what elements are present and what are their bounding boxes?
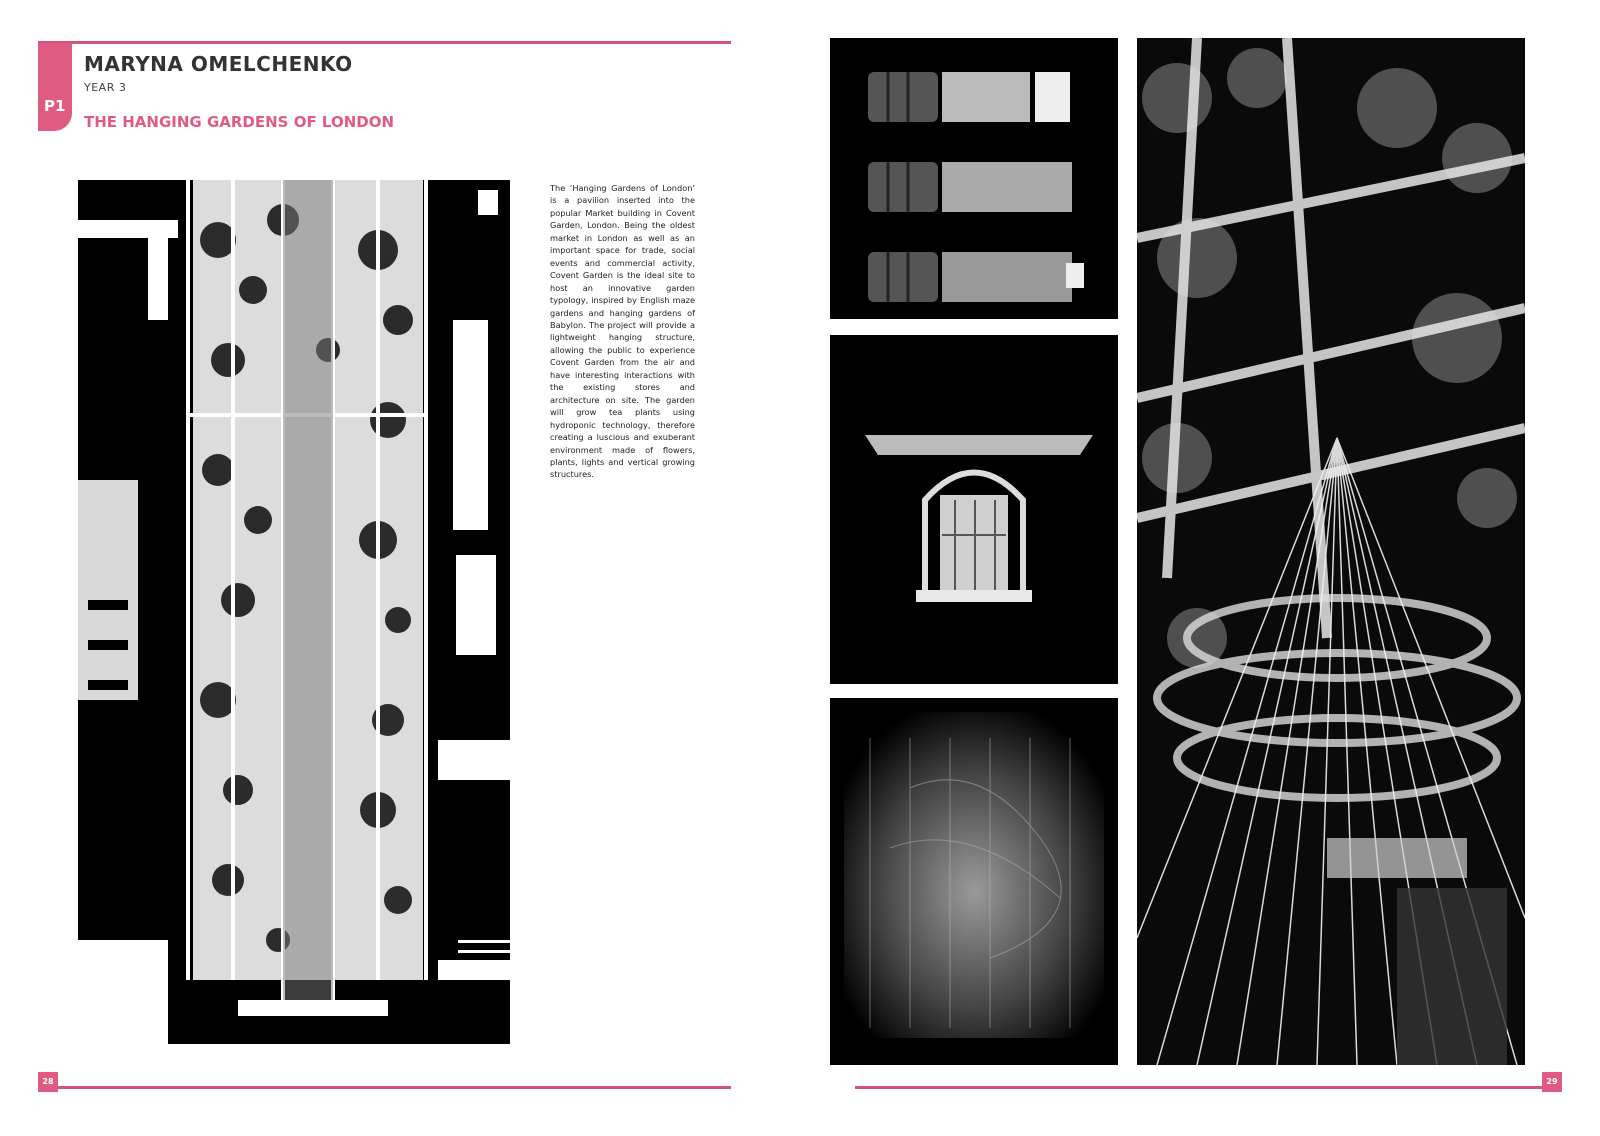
perspective-render-image	[1137, 38, 1525, 1065]
page-number-left: 28	[38, 1072, 58, 1092]
plan-drawing-image	[78, 180, 510, 1044]
footer-rule-right	[855, 1086, 1548, 1089]
project-title: THE HANGING GARDENS OF LONDON	[84, 113, 395, 131]
header-rule-left	[38, 41, 731, 44]
model-strips-image	[830, 38, 1118, 319]
author-name: MARYNA OMELCHENKO	[84, 52, 353, 76]
page-number-right: 29	[1542, 1072, 1562, 1092]
project-description: The ‘Hanging Gardens of London’ is a pavilion inserted into the popular Market building in Covent Garden, London. Being the oldest market in London as well as an important space for trade, social events and commercial activity, Covent Garden is the ideal site to host an innovative garden typology, inspired by English maze gardens and hanging gardens of Babylon. The project will provide a lightweight hanging structure, allowing the public to experience Covent Garden from the air and have interesting interactions with the existing stores and architecture on site. The garden will grow tea plants using hydroponic technology, therefore creating a luscious and exuberant environment made of flowers, plants, lights and vertical growing structures.	[550, 183, 695, 480]
model-section-image	[830, 335, 1118, 684]
year-label: YEAR 3	[84, 81, 127, 94]
project-badge-label: P1	[44, 97, 66, 115]
footer-rule-left	[38, 1086, 731, 1089]
project-badge	[38, 43, 72, 131]
collage-dark-image	[830, 698, 1118, 1065]
